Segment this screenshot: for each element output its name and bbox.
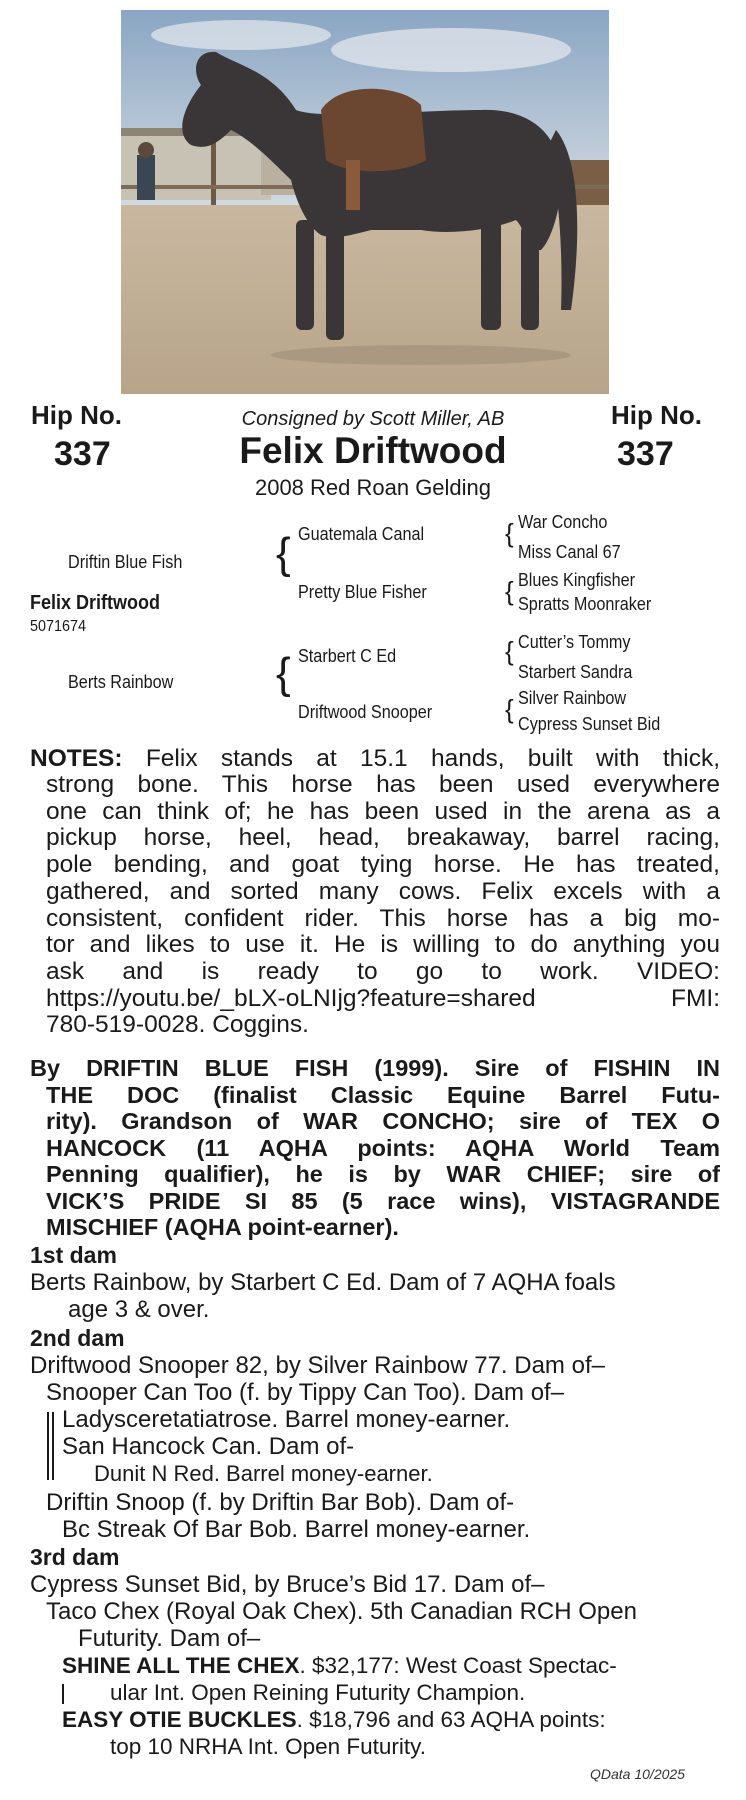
- notes-line: https://youtu.be/_bLX-oLNIjg?feature=shared FMI:: [46, 984, 720, 1012]
- sire-line: rity). Grandson of WAR CONCHO; sire of TEX O: [46, 1108, 720, 1134]
- horse-name: Felix Driftwood: [239, 430, 507, 471]
- sire-line: HANCOCK (11 AQHA points: AQHA World Team: [46, 1134, 720, 1161]
- second-dam-line: Driftwood Snooper 82, by Silver Rainbow 77. Dam of–: [30, 1352, 605, 1379]
- first-dam-line: Berts Rainbow, by Starbert C Ed. Dam of 7 AQHA foals: [30, 1269, 616, 1296]
- third-dam-line: EASY OTIE BUCKLES. $18,796 and 63 AQHA points:: [62, 1707, 606, 1732]
- horse-description: 2008 Red Roan Gelding: [254, 475, 492, 500]
- horse-photo: [121, 10, 609, 394]
- notes-line: 780-519-0028. Coggins.: [46, 1011, 309, 1039]
- third-dam-line: top 10 NRHA Int. Open Futurity.: [110, 1734, 426, 1759]
- hip-label-right: Hip No.: [611, 400, 702, 430]
- pedigree-registration: 5071674: [30, 618, 87, 635]
- sire-line: VICK’S PRIDE SI 85 (5 race wins), VISTAGRANDE: [46, 1187, 720, 1214]
- brace-sd: {: [505, 576, 514, 606]
- pedigree-dds: Silver Rainbow: [518, 688, 627, 708]
- pedigree-ddd: Cypress Sunset Bid: [518, 714, 661, 734]
- footer-qdata: QData 10/2025: [590, 1766, 685, 1782]
- second-dam-line: Bc Streak Of Bar Bob. Barrel money-earner.: [62, 1516, 531, 1543]
- pedigree-dss: Cutter’s Tommy: [518, 632, 631, 652]
- pedigree-dsd: Starbert Sandra: [518, 662, 633, 682]
- third-dam-line: SHINE ALL THE CHEX. $32,177: West Coast Spectac-: [62, 1653, 617, 1678]
- pedigree-sd: Pretty Blue Fisher: [298, 582, 427, 602]
- brace-dd: {: [505, 694, 514, 724]
- notes-line: pickup horse, heel, head, breakaway, barrel racing,: [46, 824, 720, 852]
- pedigree-sire: Driftin Blue Fish: [68, 552, 183, 572]
- notes-line: NOTES: Felix stands at 15.1 hands, built with thick,: [30, 745, 721, 772]
- sire-line: By DRIFTIN BLUE FISH (1999). Sire of FISHIN IN: [30, 1055, 720, 1081]
- brace-ds: {: [505, 636, 514, 666]
- pedigree-sds: Blues Kingfisher: [518, 570, 636, 590]
- third-dam-line: ular Int. Open Reining Futurity Champion.: [110, 1680, 526, 1705]
- produce-name: EASY OTIE BUCKLES: [62, 1707, 297, 1732]
- second-dam-line: Ladysceretatiatrose. Barrel money-earner.: [62, 1406, 511, 1433]
- pedigree-ds: Starbert C Ed: [298, 646, 397, 666]
- pedigree-subject: Felix Driftwood: [30, 592, 161, 614]
- first-dam-line: age 3 & over.: [68, 1296, 210, 1323]
- second-dam-heading: 2nd dam: [30, 1325, 125, 1351]
- sire-line: THE DOC (finalist Classic Equine Barrel Futu-: [46, 1081, 720, 1108]
- second-dam-line: Driftin Snoop (f. by Driftin Bar Bob). Dam of-: [46, 1489, 515, 1516]
- notes-line: strong bone. This horse has been used everywhere: [46, 771, 720, 798]
- notes-line: ask and is ready to go to work. VIDEO:: [46, 957, 720, 985]
- brace-sire: {: [276, 529, 291, 578]
- brace-ss: {: [505, 518, 514, 548]
- pedigree-dam: Berts Rainbow: [68, 672, 174, 692]
- pedigree-sdd: Spratts Moonraker: [518, 594, 652, 614]
- produce-bar: [47, 1412, 49, 1480]
- consignor: Consigned by Scott Miller, AB: [241, 408, 505, 430]
- pedigree-sss: War Concho: [518, 512, 608, 532]
- hip-number-right: 337: [617, 435, 674, 473]
- third-dam-line: Cypress Sunset Bid, by Bruce’s Bid 17. Dam of–: [30, 1571, 545, 1598]
- third-dam-line: Futurity. Dam of–: [78, 1625, 261, 1652]
- notes-line: tor and likes to use it. He is willing to do anything you: [46, 931, 720, 959]
- second-dam-line: Dunit N Red. Barrel money-earner.: [94, 1461, 433, 1486]
- first-dam-heading: 1st dam: [30, 1242, 117, 1268]
- hip-number-left: 337: [54, 435, 111, 473]
- notes-line: gathered, and sorted many cows. Felix excels with a: [46, 877, 720, 905]
- produce-bar: [62, 1684, 64, 1704]
- sire-line: Penning qualifier), he is by WAR CHIEF; sire of: [46, 1161, 720, 1187]
- produce-name: SHINE ALL THE CHEX: [62, 1653, 300, 1678]
- notes-label: NOTES:: [30, 745, 123, 772]
- produce-bar: [52, 1412, 54, 1480]
- pedigree-dd: Driftwood Snooper: [298, 702, 433, 722]
- notes-body: [46, 772, 720, 1039]
- pedigree-ss: Guatemala Canal: [298, 524, 425, 544]
- notes-line: consistent, confident rider. This horse has a big mo-: [46, 904, 720, 932]
- second-dam-line: Snooper Can Too (f. by Tippy Can Too). Dam of–: [46, 1379, 565, 1406]
- brace-dam: {: [276, 649, 291, 698]
- pedigree-ssd: Miss Canal 67: [518, 542, 621, 562]
- notes-line: pole bending, and goat tying horse. He has treated,: [46, 851, 720, 879]
- sire-line: MISCHIEF (AQHA point-earner).: [46, 1214, 399, 1240]
- second-dam-line: San Hancock Can. Dam of-: [62, 1433, 355, 1460]
- hip-label-left: Hip No.: [31, 400, 122, 430]
- third-dam-line: Taco Chex (Royal Oak Chex). 5th Canadian RCH Open: [46, 1598, 637, 1625]
- notes-line: one can think of; he has been used in the arena as a: [46, 797, 720, 825]
- third-dam-heading: 3rd dam: [30, 1544, 120, 1570]
